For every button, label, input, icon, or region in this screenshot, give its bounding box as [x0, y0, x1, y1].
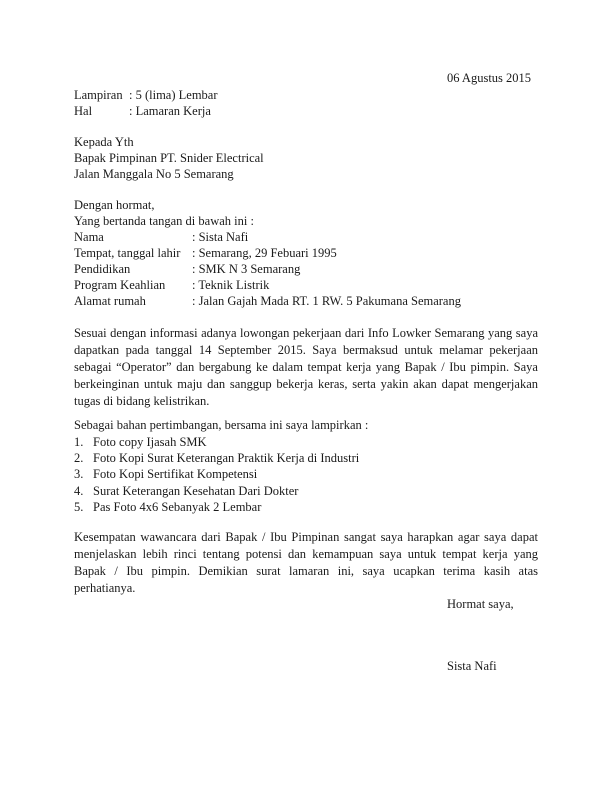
list-item — [74, 483, 359, 499]
attachment-label: Lampiran — [74, 88, 123, 102]
closing: Hormat saya, — [447, 597, 514, 611]
list-item-text: Pas Foto 4x6 Sebanyak 2 Lembar — [93, 499, 262, 514]
applicant-value: : Teknik Listrik — [192, 278, 270, 292]
subject-label: Hal — [74, 104, 93, 118]
recipient-line-1: Kepada Yth — [74, 135, 134, 149]
list-item — [74, 466, 359, 482]
applicant-label: Pendidikan — [74, 262, 131, 276]
list-item-text: Surat Keterangan Kesehatan Dari Dokter — [93, 483, 299, 498]
subject-row — [74, 104, 211, 119]
attachment-row — [74, 88, 218, 103]
applicant-label: Alamat rumah — [74, 294, 146, 308]
applicant-label: Tempat, tanggal lahir — [74, 246, 181, 260]
letter-date: 06 Agustus 2015 — [447, 71, 532, 85]
list-item-number: 3. — [74, 467, 84, 482]
list-item-number: 2. — [74, 451, 84, 466]
recipient-line-2: Bapak Pimpinan PT. Snider Electrical — [74, 151, 264, 165]
applicant-value: : Jalan Gajah Mada RT. 1 RW. 5 Pakumana Semarang — [192, 294, 461, 308]
applicant-row — [74, 294, 461, 309]
applicant-value: : Semarang, 29 Febuari 1995 — [192, 246, 337, 260]
applicant-row — [74, 230, 249, 245]
applicant-row — [74, 246, 337, 261]
applicant-value: : Sista Nafi — [192, 230, 249, 244]
subject-value: : Lamaran Kerja — [129, 104, 211, 118]
applicant-row — [74, 278, 270, 293]
attachments-intro: Sebagai bahan pertimbangan, bersama ini saya lampirkan : — [74, 418, 369, 432]
body-paragraph-2: Kesempatan wawancara dari Bapak / Ibu Pimpinan sangat saya harapkan agar saya dapat menjelaskan lebih rinci tentang potensi dan kemampuan saya untuk tempat kerja yang Bapak / Ibu pimpin. Demikian surat lamaran ini, saya ucapkan terima kasih atas perhatianya. — [74, 530, 538, 595]
body-paragraph-1: Sesuai dengan informasi adanya lowongan pekerjaan dari Info Lowker Semarang yang saya dapatkan pada tanggal 14 September 2015. Saya bermaksud untuk melamar pekerjaan sebagai “Operator” dan bergabung ke dalam tempat kerja yang Bapak / Ibu pimpin. Saya berkeinginan untuk maju dan sanggup bekerja keras, serta yakin akan dapat mengerjakan tugas di bidang kelistrikan. — [74, 326, 538, 408]
list-item — [74, 434, 359, 450]
applicant-label: Program Keahlian — [74, 278, 166, 292]
list-item-number: 5. — [74, 499, 84, 514]
list-item-text: Foto copy Ijasah SMK — [93, 435, 207, 449]
list-item — [74, 499, 359, 515]
attachment-value: : 5 (lima) Lembar — [129, 88, 218, 102]
list-item-text: Foto Kopi Sertifikat Kompetensi — [93, 467, 258, 482]
greeting: Dengan hormat, — [74, 198, 155, 212]
applicant-value: : SMK N 3 Semarang — [192, 262, 301, 276]
list-item-number: 4. — [74, 483, 84, 498]
list-item — [74, 450, 359, 466]
applicant-row — [74, 262, 301, 277]
attachments-list — [74, 434, 359, 515]
list-item-text: Foto Kopi Surat Keterangan Praktik Kerja di Industri — [93, 451, 360, 466]
intro-line: Yang bertanda tangan di bawah ini : — [74, 214, 254, 228]
applicant-label: Nama — [74, 230, 104, 244]
list-item-number: 1. — [74, 435, 84, 449]
recipient-line-3: Jalan Manggala No 5 Semarang — [74, 167, 234, 181]
signature-name: Sista Nafi — [447, 659, 497, 673]
